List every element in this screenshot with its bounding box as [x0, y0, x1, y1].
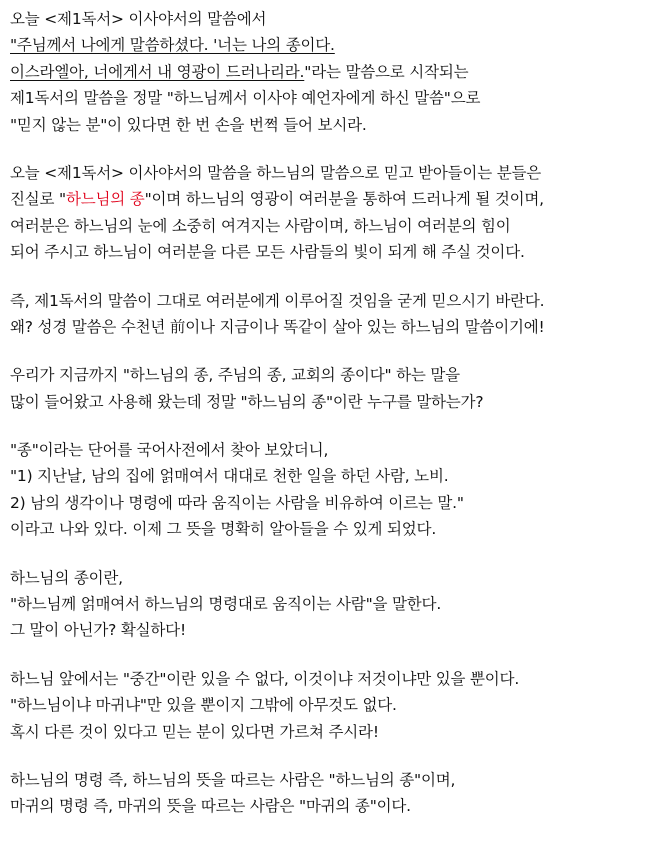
text-line — [10, 186, 650, 212]
paragraph-1 — [10, 6, 650, 138]
text-line — [10, 463, 650, 489]
paragraph-7 — [10, 666, 650, 745]
text-segment: 하느님의 명령 즉, 하느님의 뜻을 따르는 사람은 "하느님의 종"이며, — [10, 770, 456, 789]
text-line — [10, 362, 650, 388]
text-line — [10, 516, 650, 542]
text-line — [10, 6, 650, 32]
highlighted-phrase: 하느님의 종 — [65, 190, 145, 209]
paragraph-4 — [10, 362, 650, 415]
text-segment: "하느님께 얽매여서 하느님의 명령대로 움직이는 사람"을 말한다. — [10, 595, 442, 614]
text-line — [10, 666, 650, 692]
paragraph-6 — [10, 565, 650, 644]
text-segment: 오늘 <제1독서> 이사야서의 말씀에서 — [10, 10, 267, 28]
text-segment: 하느님의 종이란, — [10, 568, 123, 587]
paragraph-3 — [10, 288, 650, 341]
text-line — [10, 112, 650, 138]
text-line — [10, 59, 650, 85]
text-segment: 그 말이 아닌가? 확실하다! — [10, 621, 186, 640]
text-segment: 되어 주시고 하느님이 여러분을 다른 모든 사람들의 빛이 되게 해 주실 것이다. — [10, 243, 525, 262]
paragraph-8 — [10, 767, 650, 820]
paragraph-5 — [10, 437, 650, 543]
text-segment: 마귀의 명령 즉, 마귀의 뜻을 따르는 사람은 "마귀의 종"이다. — [10, 797, 411, 816]
text-line — [10, 314, 650, 340]
text-line — [10, 437, 650, 463]
text-line — [10, 692, 650, 718]
text-segment: 하느님 앞에서는 "중간"이란 있을 수 없다, 이것이냐 저것이냐만 있을 뿐이다. — [10, 669, 520, 688]
text-line — [10, 160, 650, 186]
text-line — [10, 617, 650, 643]
paragraph-2 — [10, 160, 650, 266]
text-line — [10, 793, 650, 819]
text-segment: 많이 들어왔고 사용해 왔는데 정말 "하느님의 종"이란 누구를 말하는가? — [10, 392, 484, 411]
text-segment: 오늘 <제1독서> 이사야서의 말씀을 하느님의 말씀으로 믿고 받아들이는 분들은 — [10, 163, 542, 182]
text-segment: "이며 하느님의 영광이 여러분을 통하여 드러나게 될 것이며, — [144, 190, 544, 209]
text-line — [10, 719, 650, 745]
text-line — [10, 565, 650, 591]
text-segment: 제1독서의 말씀을 정말 "하느님께서 이사야 예언자에게 하신 말씀"으로 — [10, 89, 481, 108]
text-line — [10, 591, 650, 617]
text-segment: 2) 남의 생각이나 명령에 따라 움직이는 사람을 비유하여 이르는 말." — [10, 493, 464, 512]
text-line — [10, 239, 650, 265]
text-segment: 즉, 제1독서의 말씀이 그대로 여러분에게 이루어질 것임을 굳게 믿으시기 바란다. — [10, 291, 545, 310]
text-segment: 이라고 나와 있다. 이제 그 뜻을 명확히 알아들을 수 있게 되었다. — [10, 520, 437, 539]
text-line — [10, 767, 650, 793]
text-line — [10, 288, 650, 314]
quoted-scripture-underlined: 이스라엘아, 너에게서 내 영광이 드러나리라. — [10, 62, 305, 81]
text-segment: 왜? 성경 말씀은 수천년 前이나 지금이나 똑같이 살아 있는 하느님의 말씀이기에! — [10, 317, 545, 336]
text-line — [10, 213, 650, 239]
text-segment: "종"이라는 단어를 국어사전에서 찾아 보았더니, — [10, 441, 329, 460]
text-segment: "믿지 않는 분"이 있다면 한 번 손을 번쩍 들어 보시라. — [10, 115, 367, 134]
text-segment: "1) 지난날, 남의 집에 얽매여서 대대로 천한 일을 하던 사람, 노비. — [10, 467, 449, 486]
text-segment: 여러분은 하느님의 눈에 소중히 여겨지는 사람이며, 하느님이 여러분의 힘이 — [10, 216, 511, 235]
quoted-scripture-underlined: "주님께서 나에게 말씀하셨다. '너는 나의 종이다. — [10, 36, 335, 55]
text-line — [10, 85, 650, 111]
text-segment: "라는 말씀으로 시작되는 — [304, 62, 469, 81]
text-segment: 혹시 다른 것이 있다고 믿는 분이 있다면 가르쳐 주시라! — [10, 722, 379, 741]
text-segment: "하느님이냐 마귀냐"만 있을 뿐이지 그밖에 아무것도 없다. — [10, 696, 397, 715]
text-line — [10, 389, 650, 415]
text-segment: 진실로 " — [10, 190, 66, 209]
text-line — [10, 490, 650, 516]
article-body — [10, 6, 650, 842]
text-line — [10, 32, 650, 58]
text-segment: 우리가 지금까지 "하느님의 종, 주님의 종, 교회의 종이다" 하는 말을 — [10, 366, 460, 385]
